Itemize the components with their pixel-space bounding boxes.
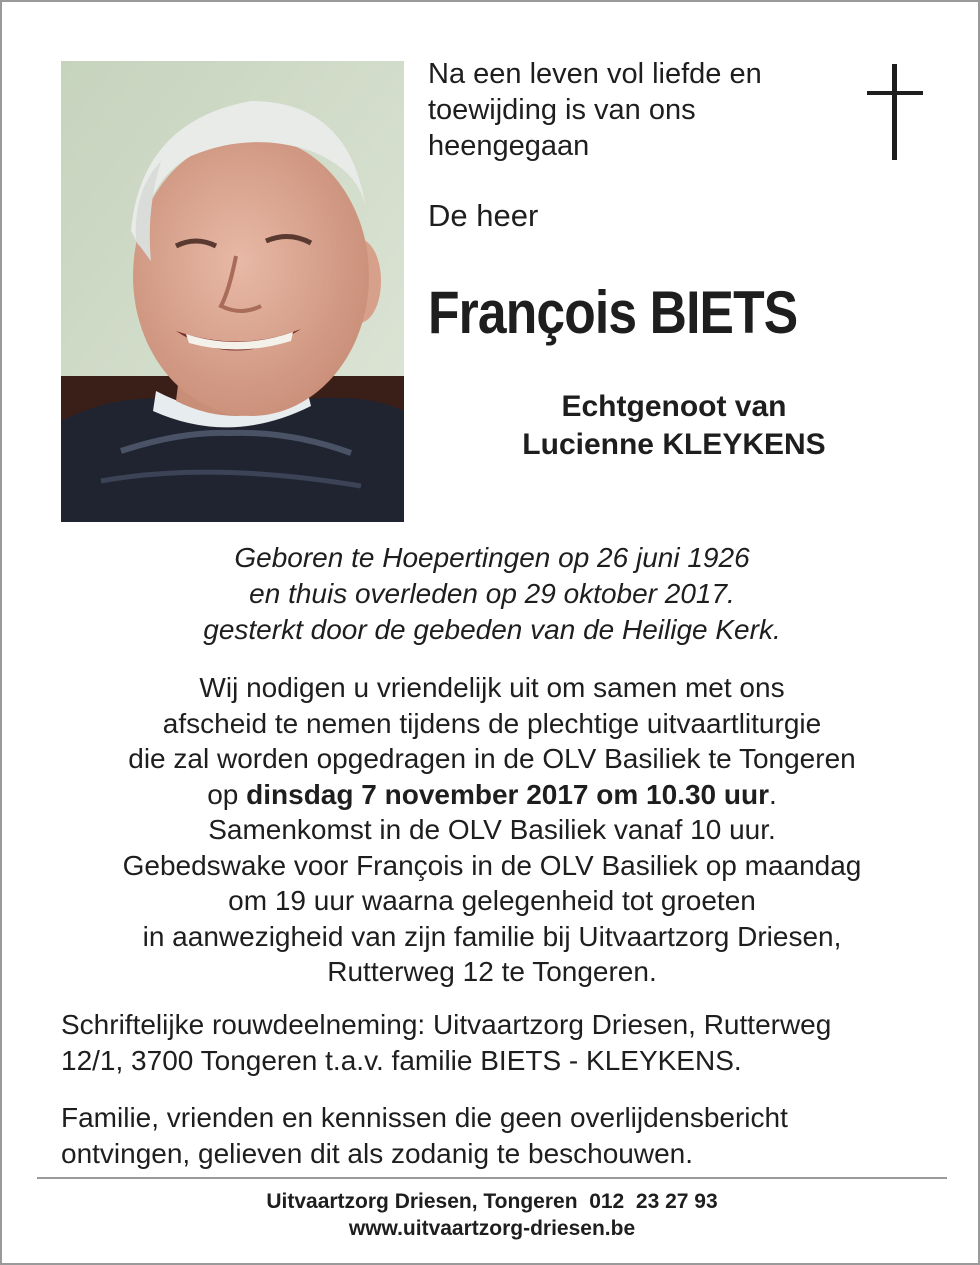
family-notice <box>61 1100 941 1172</box>
invite-line: Rutterweg 12 te Tongeren. <box>327 956 657 987</box>
funeral-date: dinsdag 7 november 2017 om 10.30 uur <box>246 778 770 810</box>
family-line: Familie, vrienden en kennissen die geen overlijdensbericht <box>61 1102 788 1133</box>
condolence-address <box>61 1007 941 1079</box>
born-line: Geboren te Hoepertingen op 26 juni 1926 <box>234 542 750 573</box>
portrait-illustration <box>61 61 404 522</box>
date-suffix: . <box>769 778 777 810</box>
intro-line: toewijding is van ons <box>428 94 696 126</box>
invite-line-date <box>32 777 952 813</box>
funeral-home-website[interactable]: www.uitvaartzorg-driesen.be <box>348 1217 636 1240</box>
funeral-home-contact: Uitvaartzorg Driesen, Tongeren 012 23 27 93 <box>266 1190 718 1213</box>
footer-divider <box>37 1177 947 1179</box>
intro-line: heengegaan <box>428 130 590 162</box>
condolence-line: 12/1, 3700 Tongeren t.a.v. familie BIETS - KLEYKENS. <box>61 1045 742 1076</box>
spouse-text <box>404 388 944 464</box>
born-line: en thuis overleden op 29 oktober 2017. <box>249 578 735 609</box>
invite-line: om 19 uur waarna gelegenheid tot groeten <box>228 885 756 916</box>
invite-line: Gebedswake voor François in de OLV Basiliek op maandag <box>122 849 862 881</box>
born-line: gesterkt door de gebeden van de Heilige Kerk. <box>203 614 781 645</box>
date-prefix: op <box>207 778 247 810</box>
intro-line: Na een leven vol liefde en <box>428 58 762 90</box>
family-line: ontvingen, gelieven dit als zodanig te beschouwen. <box>61 1138 693 1169</box>
invite-line: die zal worden opgedragen in de OLV Basiliek te Tongeren <box>128 743 856 774</box>
invite-line: Samenkomst in de OLV Basiliek vanaf 10 uur. <box>208 814 776 845</box>
salutation: De heer <box>428 198 539 233</box>
invite-line: in aanwezigheid van zijn familie bij Uitvaartzorg Driesen, <box>142 920 842 952</box>
invite-line: afscheid te nemen tijdens de plechtige uitvaartliturgie <box>162 707 822 739</box>
spouse-line: Lucienne KLEYKENS <box>522 428 826 461</box>
birth-death-text <box>42 540 942 648</box>
funeral-invitation <box>32 670 952 990</box>
invite-line: Wij nodigen u vriendelijk uit om samen met ons <box>199 672 785 703</box>
spouse-line: Echtgenoot van <box>561 390 787 423</box>
portrait-photo <box>61 61 404 522</box>
intro-text <box>428 56 848 164</box>
deceased-name: François BIETS <box>428 279 798 346</box>
condolence-line: Schriftelijke rouwdeelneming: Uitvaartzorg Driesen, Rutterweg <box>61 1009 832 1040</box>
cross-icon <box>865 64 925 160</box>
funeral-home-footer <box>42 1188 942 1242</box>
